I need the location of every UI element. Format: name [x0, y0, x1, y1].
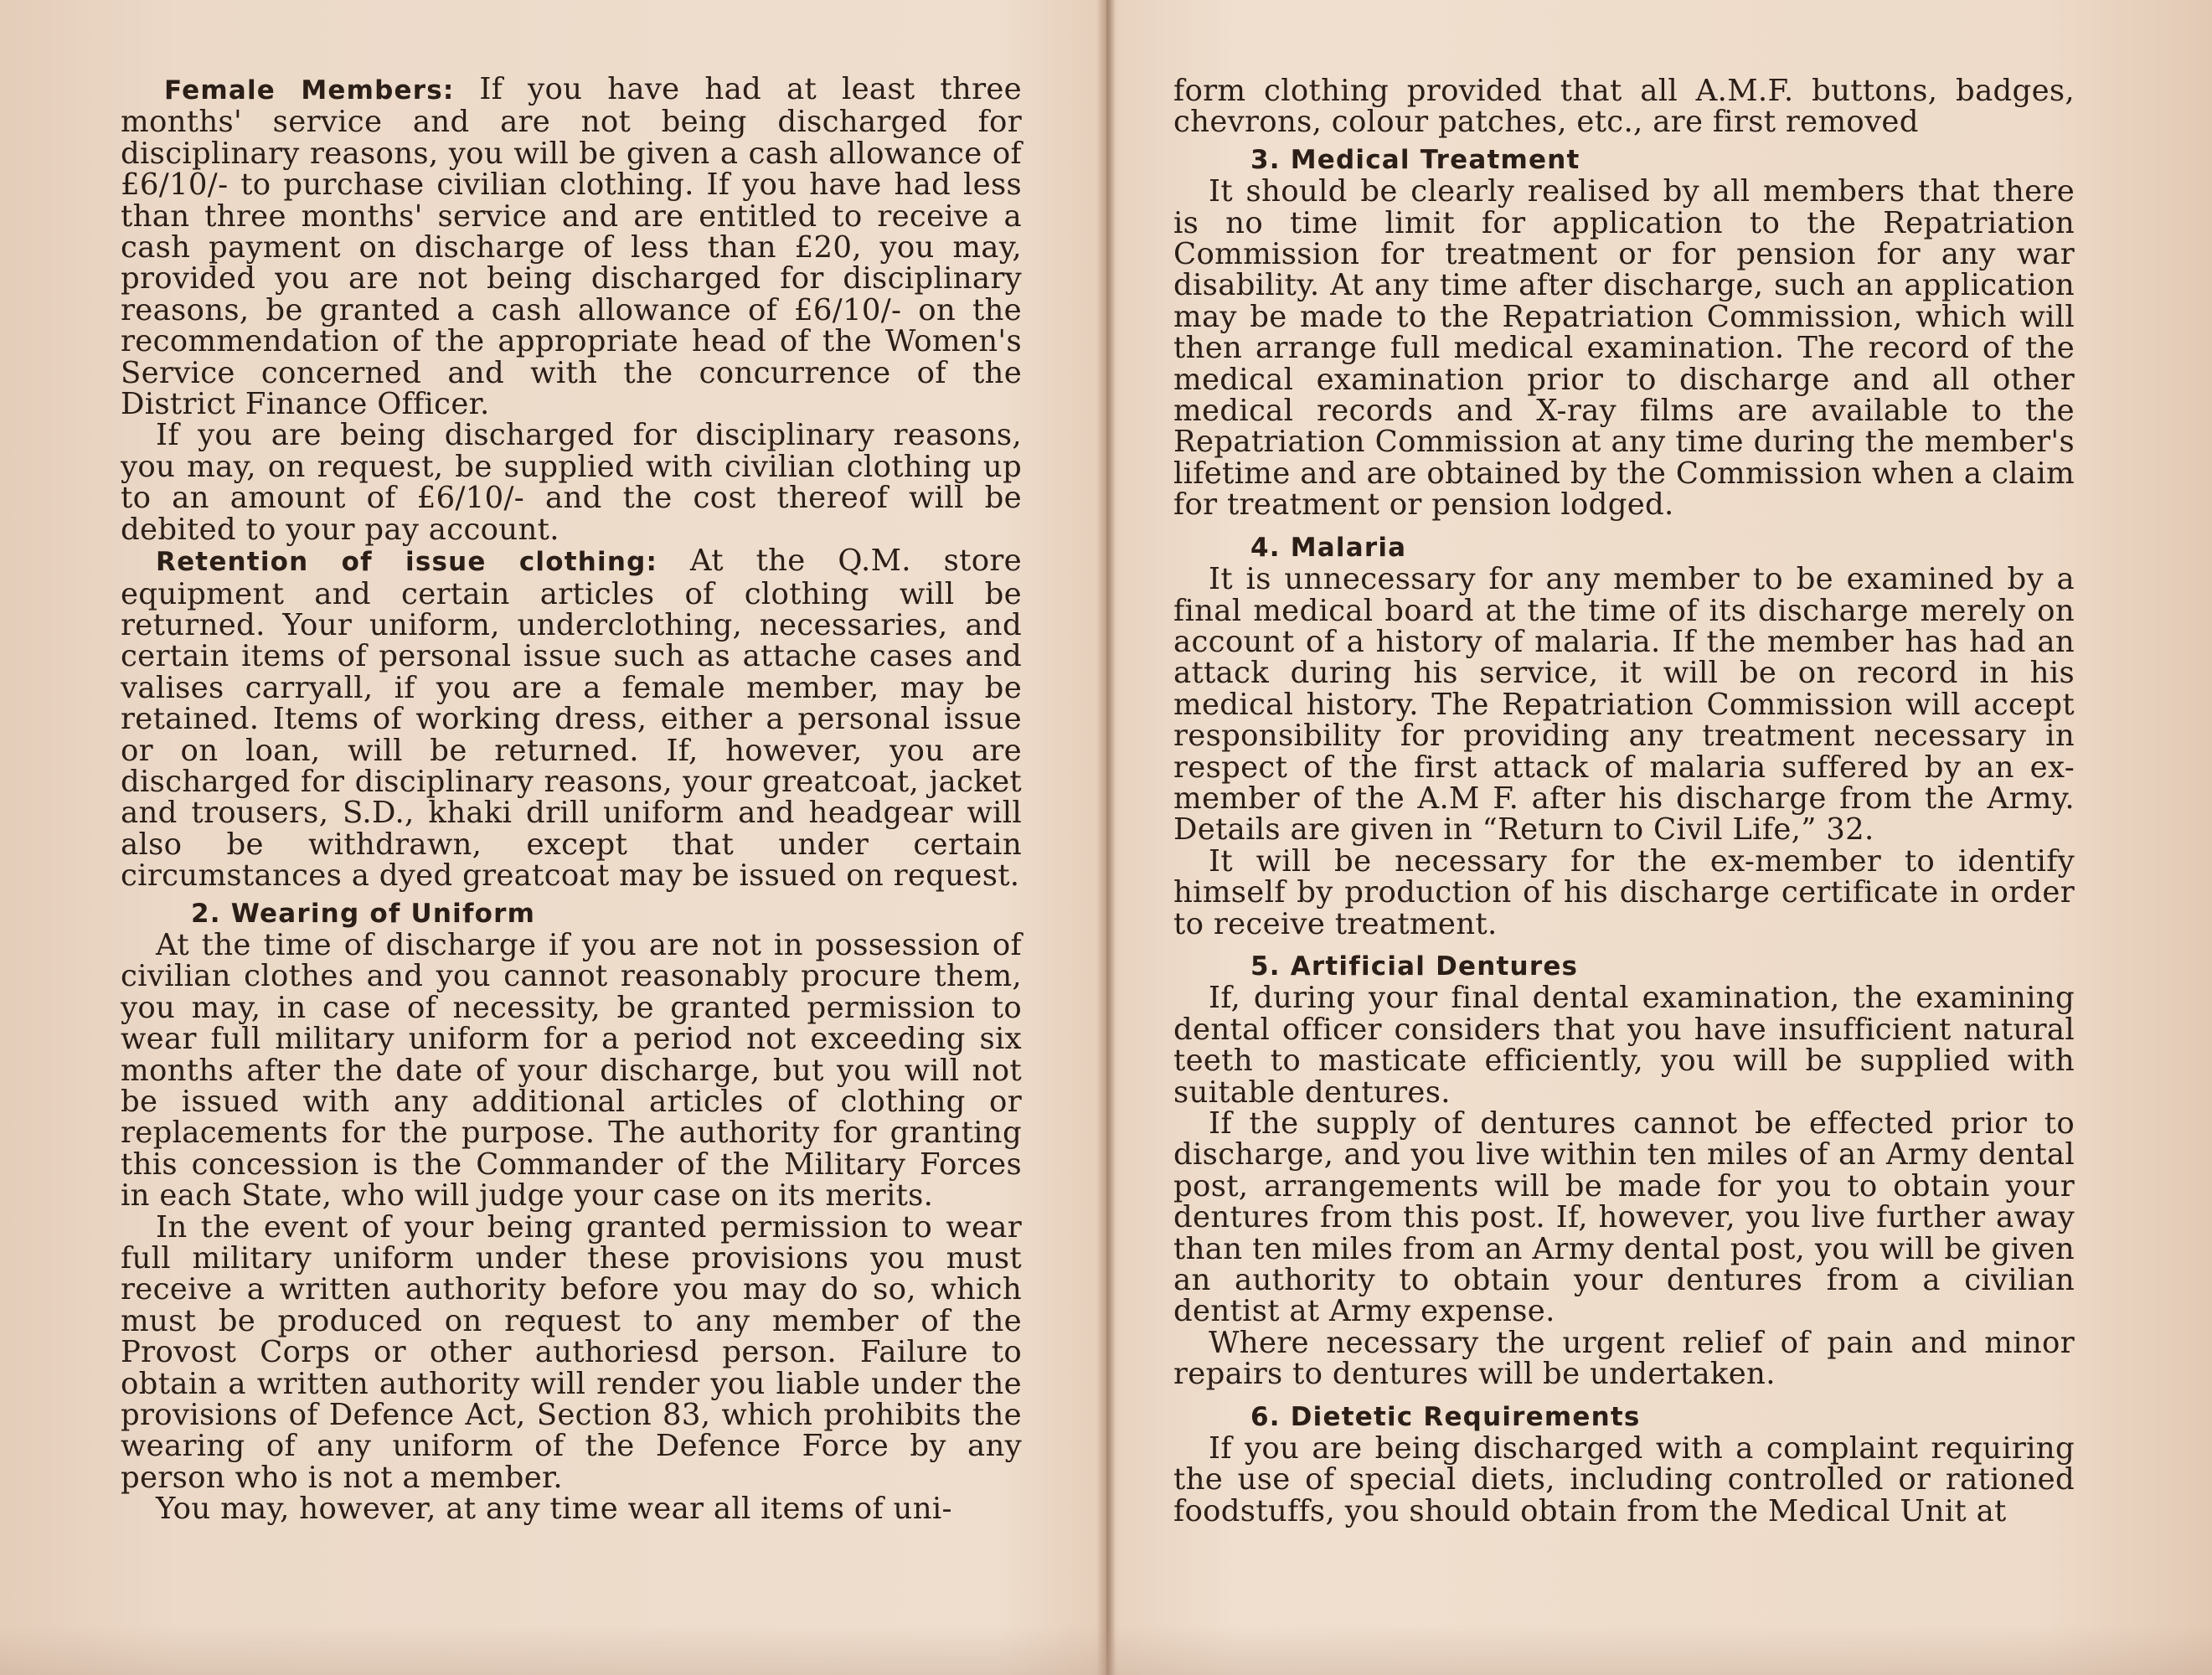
wearing-uniform-paragraph-3: You may, however, at any time wear all items of uni-	[156, 1492, 952, 1527]
medical-treatment-paragraph: It should be clearly realised by all members that there is no time limit for application to the Repatriation Commission for treatment or for pension for any war disability. At any time after discharge, such an application may be made to the Repatriation Commission, which will then arrange full medical examination. The record of the medical examination prior to discharge and all other medical records and X-ray films are available to the Repatriation Commission at any time during the member's lifetime and are obtained by the Commission when a claim for treatment or pension lodged.	[1173, 174, 2075, 523]
left-page	[121, 74, 1022, 1525]
dentures-paragraph-2: If the supply of dentures cannot be effected prior to discharge, and you live within ten miles of an Army dental post, arrangements will be made for you to obtain your dentures from this post. If, however, you live further away than ten miles from an Army dental post, you will be given an authority to obtain your dentures from a civilian dentist at Army expense.	[1173, 1106, 2075, 1329]
page-shadow	[0, 1625, 2212, 1675]
dietetic-paragraph: If you are being discharged with a complaint requiring the use of special diets, including controlled or rationed foodstuffs, you should obtain from the Medical Unit at	[1173, 1431, 2075, 1528]
female-members-text: If you have had at least three months' service and are not being discharged for disciplinary reasons, you will be given a cash allowance of £6/10/- to purchase civilian clothing. If you have had less than three months' service and are entitled to receive a cash payment on discharge of less than £20, you may, provided you are not being discharged for disciplinary reasons, be granted a cash allowance of £6/10/- on the recommendation of the appropriate head of the Women's Service concerned and with the concurrence of the District Finance Officer.	[121, 72, 1022, 422]
retention-text: At the Q.M. store equipment and certain articles of clothing will be returned. Your uniform, underclothing, necessaries, and certain items of personal issue such as attache cases and valises carryall, if you are a female member, may be retained. Items of working dress, either a personal issue or on loan, will be returned. If, however, you are discharged for disciplinary reasons, your greatcoat, jacket and trousers, S.D., khaki drill uniform and headgear will also be withdrawn, except that under certain circumstances a dyed greatcoat may be issued on request.	[121, 544, 1022, 894]
medical-treatment-heading: 3. Medical Treatment	[1250, 144, 1580, 175]
right-page	[1173, 75, 2075, 1527]
wearing-uniform-paragraph-2: In the event of your being granted permission to wear full military uniform under these provisions you must receive a written authority before you may do so, which must be produced on request to any member of the Provost Corps or other authoriesd person. Failure to obtain a written authority will render you liable under the provisions of Defence Act, Section 83, which prohibits the wearing of any uniform of the Defence Force by any person who is not a member.	[121, 1209, 1022, 1495]
dentures-paragraph-3: Where necessary the urgent relief of pain and minor repairs to dentures will be undertaken.	[1173, 1325, 2075, 1392]
malaria-paragraph-1: It is unnecessary for any member to be examined by a final medical board at the time of its discharge merely on account of a history of malaria. If the member has had an attack during his service, it will be on record in his medical history. The Repatriation Commission will accept responsibility for providing any treatment necessary in respect of the first attack of malaria suffered by an ex-member of the A.M F. after his discharge from the Army. Details are given in “Return to Civil Life,” 32.	[1173, 562, 2075, 848]
retention-paragraph	[121, 544, 1022, 894]
malaria-paragraph-2: It will be necessary for the ex-member to identify himself by production of his discharge certificate in order to receive treatment.	[1173, 843, 2075, 941]
dentures-heading: 5. Artificial Dentures	[1250, 951, 1579, 982]
wearing-uniform-heading: 2. Wearing of Uniform	[191, 898, 536, 929]
female-members-heading: Female Members:	[164, 75, 455, 106]
female-members-paragraph	[121, 74, 1022, 420]
dietetic-heading: 6. Dietetic Requirements	[1250, 1401, 1641, 1432]
malaria-heading: 4. Malaria	[1250, 532, 1407, 563]
continuation-paragraph: form clothing provided that all A.M.F. buttons, badges, chevrons, colour patches, etc., are first removed	[1173, 74, 2075, 140]
disciplinary-clothing-paragraph: If you are being discharged for disciplinary reasons, you may, on request, be supplied with civilian clothing up to an amount of £6/10/- and the cost thereof will be debited to your pay account.	[121, 418, 1022, 547]
dentures-paragraph-1: If, during your final dental examination, the examining dental officer considers that you have insufficient natural teeth to masticate efficiently, you will be supplied with suitable dentures.	[1173, 981, 2075, 1110]
wearing-uniform-paragraph-1: At the time of discharge if you are not in possession of civilian clothes and you cannot reasonably procure them, you may, in case of necessity, be granted permission to wear full military uniform for a period not exceeding six months after the date of your discharge, but you will not be issued with any additional articles of clothing or replacements for the purpose. The authority for granting this concession is the Commander of the Military Forces in each State, who will judge your case on its merits.	[121, 927, 1022, 1214]
page-gutter	[1097, 0, 1116, 1675]
retention-heading: Retention of issue clothing:	[156, 547, 658, 578]
